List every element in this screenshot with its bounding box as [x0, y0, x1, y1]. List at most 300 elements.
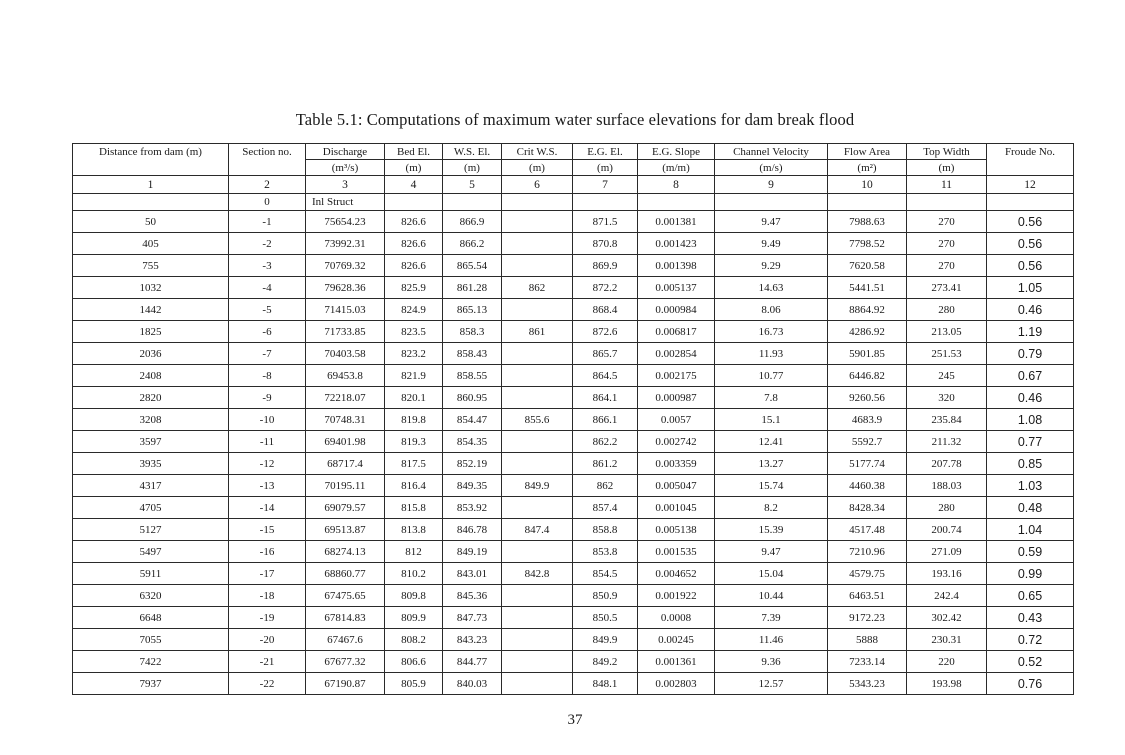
table-cell: 70769.32	[306, 255, 385, 277]
table-cell: 7055	[73, 629, 229, 651]
table-cell: 852.19	[443, 453, 502, 475]
table-cell: 12.41	[715, 431, 828, 453]
table-cell: 840.03	[443, 673, 502, 695]
table-cell: 1.19	[987, 321, 1074, 343]
table-cell: 0.56	[987, 233, 1074, 255]
table-cell: 862	[502, 277, 573, 299]
table-cell: 809.9	[385, 607, 443, 629]
table-cell: 0.76	[987, 673, 1074, 695]
table-cell: 825.9	[385, 277, 443, 299]
header-cell: Section no.	[229, 144, 306, 160]
table-cell: 1442	[73, 299, 229, 321]
table-cell: -7	[229, 343, 306, 365]
table-cell: 14.63	[715, 277, 828, 299]
table-row	[73, 585, 1074, 607]
table-cell: 67677.32	[306, 651, 385, 673]
table-cell: 213.05	[907, 321, 987, 343]
table-cell	[385, 194, 443, 211]
table-cell: 808.2	[385, 629, 443, 651]
table-cell: 9.36	[715, 651, 828, 673]
table-cell	[443, 194, 502, 211]
table-cell: 0.002854	[638, 343, 715, 365]
table-row	[73, 255, 1074, 277]
header-unit-cell: (m²)	[828, 160, 907, 176]
table-row	[73, 277, 1074, 299]
column-index: 9	[715, 176, 828, 194]
header-cell: Distance from dam (m)	[73, 144, 229, 160]
column-index: 5	[443, 176, 502, 194]
table-cell: 1.04	[987, 519, 1074, 541]
table-cell: 861.2	[573, 453, 638, 475]
table-cell: 854.5	[573, 563, 638, 585]
column-index: 1	[73, 176, 229, 194]
table-cell: -13	[229, 475, 306, 497]
table-cell: 15.74	[715, 475, 828, 497]
table-cell: 846.78	[443, 519, 502, 541]
table-cell	[502, 629, 573, 651]
table-cell: 12.57	[715, 673, 828, 695]
table-cell: 4705	[73, 497, 229, 519]
table-row	[73, 453, 1074, 475]
table-cell: 0.005138	[638, 519, 715, 541]
table-cell: 4286.92	[828, 321, 907, 343]
column-index: 12	[987, 176, 1074, 194]
table-cell: 200.74	[907, 519, 987, 541]
table-cell: 15.1	[715, 409, 828, 431]
table-cell: 0.72	[987, 629, 1074, 651]
table-cell: -11	[229, 431, 306, 453]
table-cell: 0.000984	[638, 299, 715, 321]
header-unit-cell: (m)	[907, 160, 987, 176]
table-cell: 8.06	[715, 299, 828, 321]
table-cell: 13.27	[715, 453, 828, 475]
table-row	[73, 673, 1074, 695]
table-cell: 0.99	[987, 563, 1074, 585]
table-cell: 67475.65	[306, 585, 385, 607]
table-row	[73, 299, 1074, 321]
table-caption: Table 5.1: Computations of maximum water surface elevations for dam break flood	[295, 110, 855, 129]
table-cell: 866.1	[573, 409, 638, 431]
table-cell: 853.92	[443, 497, 502, 519]
table-cell: 70195.11	[306, 475, 385, 497]
table-cell: 812	[385, 541, 443, 563]
table-cell: -14	[229, 497, 306, 519]
header-unit-cell: (m)	[502, 160, 573, 176]
table-cell	[502, 211, 573, 233]
table-row	[73, 629, 1074, 651]
header-unit-cell	[229, 160, 306, 176]
table-cell	[502, 651, 573, 673]
table-cell: 11.93	[715, 343, 828, 365]
table-cell: 869.9	[573, 255, 638, 277]
table-cell: 823.5	[385, 321, 443, 343]
table-cell: 71415.03	[306, 299, 385, 321]
table-cell: -22	[229, 673, 306, 695]
table-cell: 69079.57	[306, 497, 385, 519]
header-cell: Top Width	[907, 144, 987, 160]
table-cell: 849.35	[443, 475, 502, 497]
table-cell: 861	[502, 321, 573, 343]
table-cell: 5441.51	[828, 277, 907, 299]
table-cell: 844.77	[443, 651, 502, 673]
table-cell: 5592.7	[828, 431, 907, 453]
table-cell: 820.1	[385, 387, 443, 409]
table-cell: 865.7	[573, 343, 638, 365]
header-cell: Bed El.	[385, 144, 443, 160]
table-cell: 4460.38	[828, 475, 907, 497]
table-cell: 207.78	[907, 453, 987, 475]
table-cell: 843.01	[443, 563, 502, 585]
table-cell: 188.03	[907, 475, 987, 497]
table-cell: 8864.92	[828, 299, 907, 321]
table-cell: 872.2	[573, 277, 638, 299]
table-cell: 872.6	[573, 321, 638, 343]
table-cell: Inl Struct	[306, 194, 385, 211]
table-cell: 0.005137	[638, 277, 715, 299]
table-row	[73, 409, 1074, 431]
table-cell: 824.9	[385, 299, 443, 321]
table-cell: 0.0008	[638, 607, 715, 629]
table-cell	[715, 194, 828, 211]
table-cell: 67190.87	[306, 673, 385, 695]
header-unit-cell: (m³/s)	[306, 160, 385, 176]
table-cell: 71733.85	[306, 321, 385, 343]
table-row	[73, 211, 1074, 233]
table-cell: 805.9	[385, 673, 443, 695]
column-index: 10	[828, 176, 907, 194]
header-row-units	[73, 160, 1074, 176]
table-cell: 9.47	[715, 211, 828, 233]
table-cell: -17	[229, 563, 306, 585]
table-cell: 245	[907, 365, 987, 387]
table-cell: 847.73	[443, 607, 502, 629]
table-cell: 67467.6	[306, 629, 385, 651]
table-cell: 5127	[73, 519, 229, 541]
table-cell: 67814.83	[306, 607, 385, 629]
table-cell: -5	[229, 299, 306, 321]
header-cell: Crit W.S.	[502, 144, 573, 160]
table-cell: 847.4	[502, 519, 573, 541]
table-cell: 806.6	[385, 651, 443, 673]
table-cell: 73992.31	[306, 233, 385, 255]
header-cell: E.G. Slope	[638, 144, 715, 160]
table-cell: 79628.36	[306, 277, 385, 299]
table-cell: 0.46	[987, 299, 1074, 321]
table-cell: 7620.58	[828, 255, 907, 277]
table-cell: 3208	[73, 409, 229, 431]
table-cell: 842.8	[502, 563, 573, 585]
table-cell	[502, 343, 573, 365]
table-cell: 0.002803	[638, 673, 715, 695]
table-cell	[502, 541, 573, 563]
table-cell: 4579.75	[828, 563, 907, 585]
table-cell: 10.77	[715, 365, 828, 387]
table-cell: 810.2	[385, 563, 443, 585]
table-cell: 5888	[828, 629, 907, 651]
table-cell: 0.005047	[638, 475, 715, 497]
table-cell: 69453.8	[306, 365, 385, 387]
table-cell	[638, 194, 715, 211]
table-cell	[573, 194, 638, 211]
table-cell: 4517.48	[828, 519, 907, 541]
table-cell: 6648	[73, 607, 229, 629]
table-cell: -21	[229, 651, 306, 673]
table-cell	[987, 194, 1074, 211]
table-cell: 193.16	[907, 563, 987, 585]
table-cell: 849.9	[573, 629, 638, 651]
table-cell: 854.35	[443, 431, 502, 453]
table-cell: 0.001535	[638, 541, 715, 563]
table-cell: 0.59	[987, 541, 1074, 563]
page-number: 37	[567, 712, 583, 728]
table-cell: 270	[907, 233, 987, 255]
table-cell: 0.56	[987, 211, 1074, 233]
table-row	[73, 343, 1074, 365]
table-cell: 868.4	[573, 299, 638, 321]
table-cell: 2820	[73, 387, 229, 409]
table-cell: 15.39	[715, 519, 828, 541]
table-cell: 860.95	[443, 387, 502, 409]
table-cell: 853.8	[573, 541, 638, 563]
table-cell: 16.73	[715, 321, 828, 343]
header-cell: W.S. El.	[443, 144, 502, 160]
table-cell: 0.001045	[638, 497, 715, 519]
table-cell: 2408	[73, 365, 229, 387]
header-unit-cell: (m)	[385, 160, 443, 176]
table-cell: 850.9	[573, 585, 638, 607]
table-cell: 230.31	[907, 629, 987, 651]
table-cell: 0.001398	[638, 255, 715, 277]
table-cell: 819.3	[385, 431, 443, 453]
table-cell: 0.67	[987, 365, 1074, 387]
table-cell: 69401.98	[306, 431, 385, 453]
table-cell: 864.5	[573, 365, 638, 387]
table-cell: -8	[229, 365, 306, 387]
header-unit-cell: (m/s)	[715, 160, 828, 176]
table-row	[73, 651, 1074, 673]
table-cell: 809.8	[385, 585, 443, 607]
table-cell: 0.79	[987, 343, 1074, 365]
table-row	[73, 475, 1074, 497]
table-cell: 0.48	[987, 497, 1074, 519]
table-cell: 273.41	[907, 277, 987, 299]
table-cell: 862	[573, 475, 638, 497]
table-row	[73, 321, 1074, 343]
table-cell: 854.47	[443, 409, 502, 431]
table-cell: 6446.82	[828, 365, 907, 387]
table-cell: 235.84	[907, 409, 987, 431]
table-cell: 0.0057	[638, 409, 715, 431]
table-cell: -18	[229, 585, 306, 607]
table-cell: 7210.96	[828, 541, 907, 563]
table-cell: 0.46	[987, 387, 1074, 409]
column-index: 6	[502, 176, 573, 194]
table-cell: 3597	[73, 431, 229, 453]
table-cell: -9	[229, 387, 306, 409]
table-row	[73, 563, 1074, 585]
table-cell: -4	[229, 277, 306, 299]
table-cell: 5901.85	[828, 343, 907, 365]
table-cell: 9.29	[715, 255, 828, 277]
table-cell	[502, 255, 573, 277]
table-cell: 251.53	[907, 343, 987, 365]
header-unit-cell: (m/m)	[638, 160, 715, 176]
table-cell: 72218.07	[306, 387, 385, 409]
table-cell: 0.85	[987, 453, 1074, 475]
table-cell: 0.006817	[638, 321, 715, 343]
table-cell: 861.28	[443, 277, 502, 299]
table-cell: 0.00245	[638, 629, 715, 651]
table-cell: 866.2	[443, 233, 502, 255]
table-cell: 2036	[73, 343, 229, 365]
header-cell: Flow Area	[828, 144, 907, 160]
table-cell: 819.8	[385, 409, 443, 431]
table-cell: 813.8	[385, 519, 443, 541]
table-cell: 4317	[73, 475, 229, 497]
table-cell: 858.8	[573, 519, 638, 541]
table-cell: 5911	[73, 563, 229, 585]
table-cell: 270	[907, 255, 987, 277]
table-cell: 866.9	[443, 211, 502, 233]
table-row	[73, 233, 1074, 255]
table-cell: 845.36	[443, 585, 502, 607]
column-index: 7	[573, 176, 638, 194]
table-cell: 1032	[73, 277, 229, 299]
header-cell: E.G. El.	[573, 144, 638, 160]
table-cell: 816.4	[385, 475, 443, 497]
table-cell: 9.49	[715, 233, 828, 255]
table-cell: 211.32	[907, 431, 987, 453]
table-cell: 6463.51	[828, 585, 907, 607]
table-cell	[502, 673, 573, 695]
table-cell	[502, 387, 573, 409]
table-cell: 5177.74	[828, 453, 907, 475]
table-cell: 0.65	[987, 585, 1074, 607]
table-cell: 850.5	[573, 607, 638, 629]
table-cell: 11.46	[715, 629, 828, 651]
table-cell: 7422	[73, 651, 229, 673]
column-index: 4	[385, 176, 443, 194]
table-cell: 68860.77	[306, 563, 385, 585]
table-cell: 10.44	[715, 585, 828, 607]
table-cell: 0	[229, 194, 306, 211]
table-cell: 0.004652	[638, 563, 715, 585]
table-cell: -12	[229, 453, 306, 475]
table-cell	[502, 299, 573, 321]
table-row	[73, 497, 1074, 519]
table-row	[73, 387, 1074, 409]
table-cell: 70748.31	[306, 409, 385, 431]
table-cell: 843.23	[443, 629, 502, 651]
table-cell: 3935	[73, 453, 229, 475]
table-cell: 0.52	[987, 651, 1074, 673]
table-cell: 0.001361	[638, 651, 715, 673]
table-cell: 15.04	[715, 563, 828, 585]
header-unit-cell	[73, 160, 229, 176]
table-cell: 7798.52	[828, 233, 907, 255]
table-cell: 849.19	[443, 541, 502, 563]
table-cell: -19	[229, 607, 306, 629]
table-cell: 270	[907, 211, 987, 233]
table-cell	[907, 194, 987, 211]
table-cell: 302.42	[907, 607, 987, 629]
table-cell: 220	[907, 651, 987, 673]
table-row	[73, 519, 1074, 541]
table-cell: -16	[229, 541, 306, 563]
table-cell	[502, 194, 573, 211]
table-cell: 242.4	[907, 585, 987, 607]
table-cell	[502, 233, 573, 255]
table-cell: 6320	[73, 585, 229, 607]
table-cell	[502, 607, 573, 629]
table-cell	[502, 453, 573, 475]
inline-structure-row	[73, 194, 1074, 211]
table-cell: 826.6	[385, 211, 443, 233]
table-cell: 4683.9	[828, 409, 907, 431]
table-cell: 1.05	[987, 277, 1074, 299]
table-cell: 826.6	[385, 255, 443, 277]
table-row	[73, 607, 1074, 629]
table-cell: 9172.23	[828, 607, 907, 629]
table-cell: 405	[73, 233, 229, 255]
table-cell	[502, 497, 573, 519]
table-cell: -1	[229, 211, 306, 233]
table-cell: 280	[907, 497, 987, 519]
table-cell: -3	[229, 255, 306, 277]
table-cell: 864.1	[573, 387, 638, 409]
table-cell: 271.09	[907, 541, 987, 563]
table-cell: 7.8	[715, 387, 828, 409]
table-cell	[502, 585, 573, 607]
table-cell: 7937	[73, 673, 229, 695]
table-cell: 5343.23	[828, 673, 907, 695]
table-cell: 70403.58	[306, 343, 385, 365]
table-cell: 1.08	[987, 409, 1074, 431]
table-cell: 68274.13	[306, 541, 385, 563]
table-cell: 849.9	[502, 475, 573, 497]
computation-table	[72, 143, 1074, 695]
table-cell: 7988.63	[828, 211, 907, 233]
header-unit-cell	[987, 160, 1074, 176]
table-cell: 0.003359	[638, 453, 715, 475]
table-cell: 7.39	[715, 607, 828, 629]
table-cell: -2	[229, 233, 306, 255]
table-cell: 8.2	[715, 497, 828, 519]
table-cell: -6	[229, 321, 306, 343]
table-cell: 50	[73, 211, 229, 233]
table-cell: -15	[229, 519, 306, 541]
table-cell: 75654.23	[306, 211, 385, 233]
table-cell: 8428.34	[828, 497, 907, 519]
column-index: 3	[306, 176, 385, 194]
table-cell: 858.43	[443, 343, 502, 365]
table-cell: 0.000987	[638, 387, 715, 409]
header-unit-cell: (m)	[443, 160, 502, 176]
table-cell: 823.2	[385, 343, 443, 365]
header-unit-cell: (m)	[573, 160, 638, 176]
table-row	[73, 365, 1074, 387]
table-cell: 0.56	[987, 255, 1074, 277]
table-cell: 1.03	[987, 475, 1074, 497]
table-cell: 7233.14	[828, 651, 907, 673]
table-cell: 858.3	[443, 321, 502, 343]
column-index: 2	[229, 176, 306, 194]
table-cell: 0.001922	[638, 585, 715, 607]
table-cell: 849.2	[573, 651, 638, 673]
table-cell: 755	[73, 255, 229, 277]
table-cell: 0.77	[987, 431, 1074, 453]
table-cell: 857.4	[573, 497, 638, 519]
